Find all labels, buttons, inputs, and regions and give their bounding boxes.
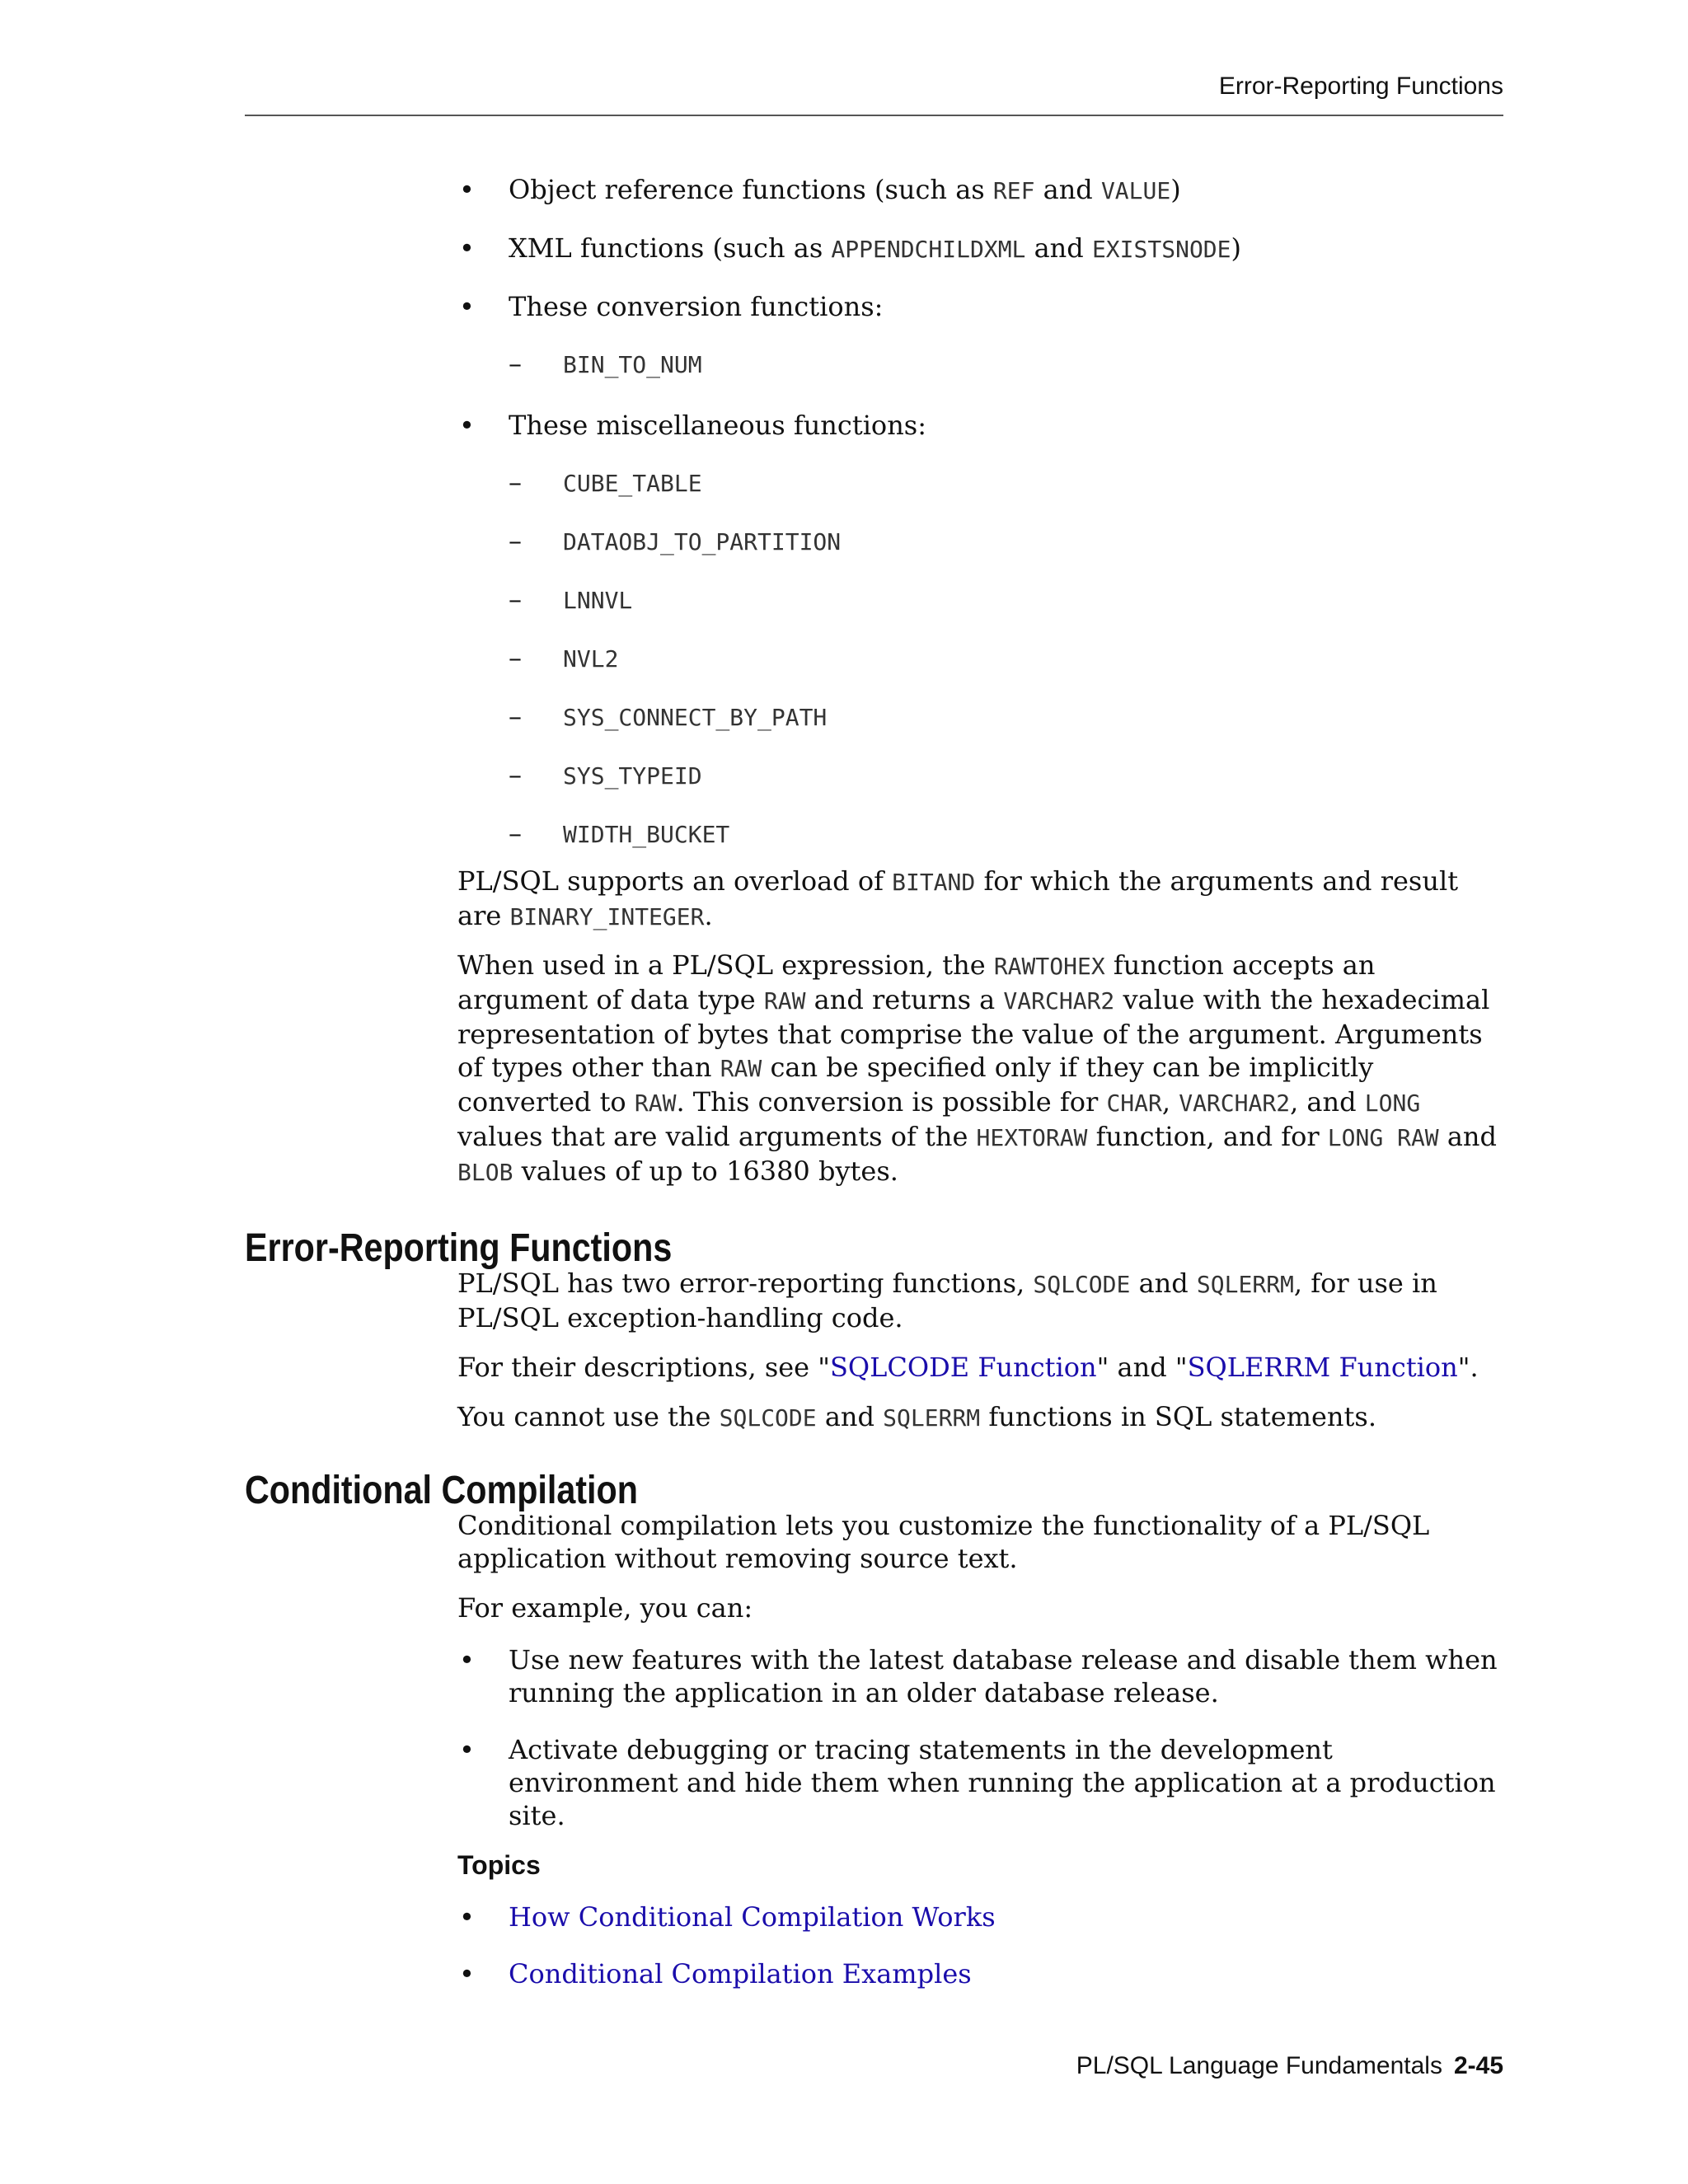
- list-item-conversion: • These conversion functions:: [457, 290, 1503, 323]
- function-category-list: [457, 173, 1503, 323]
- para-bitand: PL/SQL supports an overload of BITAND for which the arguments and result are BINARY_INTEGER.: [457, 865, 1459, 931]
- page-footer: [245, 2052, 1503, 2080]
- footer-book-title: PL/SQL Language Fundamentals: [1076, 2052, 1442, 2079]
- sublist-item: – CUBE_TABLE: [457, 466, 1503, 500]
- function-category-list-2: [457, 409, 1503, 442]
- sublist-item: – DATAOBJ_TO_PARTITION: [457, 524, 1503, 559]
- code-appendchildxml: APPENDCHILDXML: [831, 236, 1026, 263]
- conditional-compilation-examples-link[interactable]: Conditional Compilation Examples: [509, 1958, 972, 1990]
- conversion-sublist: [457, 347, 1503, 382]
- para-error-restriction: You cannot use the SQLCODE and SQLERRM functions in SQL statements.: [457, 1401, 1376, 1432]
- para-error-intro: PL/SQL has two error-reporting functions, SQLCODE and SQLERRM, for use in PL/SQL exception-handling code.: [457, 1268, 1437, 1333]
- para-cc-example: For example, you can:: [457, 1592, 753, 1624]
- header-rule: [245, 115, 1503, 116]
- sublist-item: – BIN_TO_NUM: [457, 347, 1503, 382]
- continued-function-list: [457, 173, 1503, 1189]
- topic-item: [457, 1957, 1503, 1990]
- topic-item: [457, 1900, 1503, 1933]
- sublist-item: – WIDTH_BUCKET: [457, 817, 1503, 851]
- page-content: [245, 173, 1503, 1990]
- running-header: Error-Reporting Functions: [1218, 73, 1503, 100]
- code-existsnode: EXISTSNODE: [1091, 236, 1231, 263]
- heading-conditional-compilation: Conditional Compilation: [245, 1469, 638, 1512]
- sublist-item: – NVL2: [457, 641, 1503, 676]
- sublist-item: – SYS_CONNECT_BY_PATH: [457, 700, 1503, 734]
- code-value: VALUE: [1100, 177, 1171, 204]
- para-rawtohex: When used in a PL/SQL expression, the RAWTOHEX function accepts an argument of data type RAW and returns a VARCHAR2 value with the hexadecimal representation of bytes that comprise the value of the argument. Arguments of types other than RAW can be specified only if they can be implicitly converted to RAW. This conversion is possible for CHAR, VARCHAR2, and LONG values that are valid arguments of the HEXTORAW function, and for LONG RAW and BLOB values of up to 16380 bytes.: [457, 949, 1497, 1187]
- cc-uses-list: [457, 1643, 1503, 1832]
- page-number: 2-45: [1453, 2052, 1503, 2079]
- para-error-descriptions: For their descriptions, see "SQLCODE Function" and "SQLERRM Function".: [457, 1352, 1479, 1383]
- sqlerrm-function-link[interactable]: SQLERRM Function: [1187, 1352, 1458, 1383]
- section-error-body: [457, 1267, 1503, 1435]
- sublist-item: – SYS_TYPEID: [457, 758, 1503, 793]
- code-ref: REF: [992, 177, 1035, 204]
- list-item-xml: • XML functions (such as APPENDCHILDXML and EXISTSNODE): [457, 232, 1503, 266]
- misc-sublist: [457, 466, 1503, 851]
- para-cc-intro: Conditional compilation lets you customize the functionality of a PL/SQL application without removing source text.: [457, 1510, 1430, 1574]
- list-item-misc: • These miscellaneous functions:: [457, 409, 1503, 442]
- heading-error-reporting-functions: Error-Reporting Functions: [245, 1226, 673, 1270]
- sqlcode-function-link[interactable]: SQLCODE Function: [830, 1352, 1097, 1383]
- sublist-item: – LNNVL: [457, 583, 1503, 617]
- list-item-object-reference: • Object reference functions (such as REF and VALUE): [457, 173, 1503, 208]
- list-item: • Use new features with the latest database release and disable them when running the application in an older database release.: [457, 1643, 1503, 1709]
- section-cc-body: [457, 1509, 1503, 1990]
- how-conditional-compilation-works-link[interactable]: How Conditional Compilation Works: [509, 1901, 996, 1933]
- list-item: • Activate debugging or tracing statements in the development environment and hide them when running the application at a production site.: [457, 1733, 1503, 1832]
- topics-list: [457, 1900, 1503, 1990]
- topics-heading: Topics: [457, 1850, 541, 1880]
